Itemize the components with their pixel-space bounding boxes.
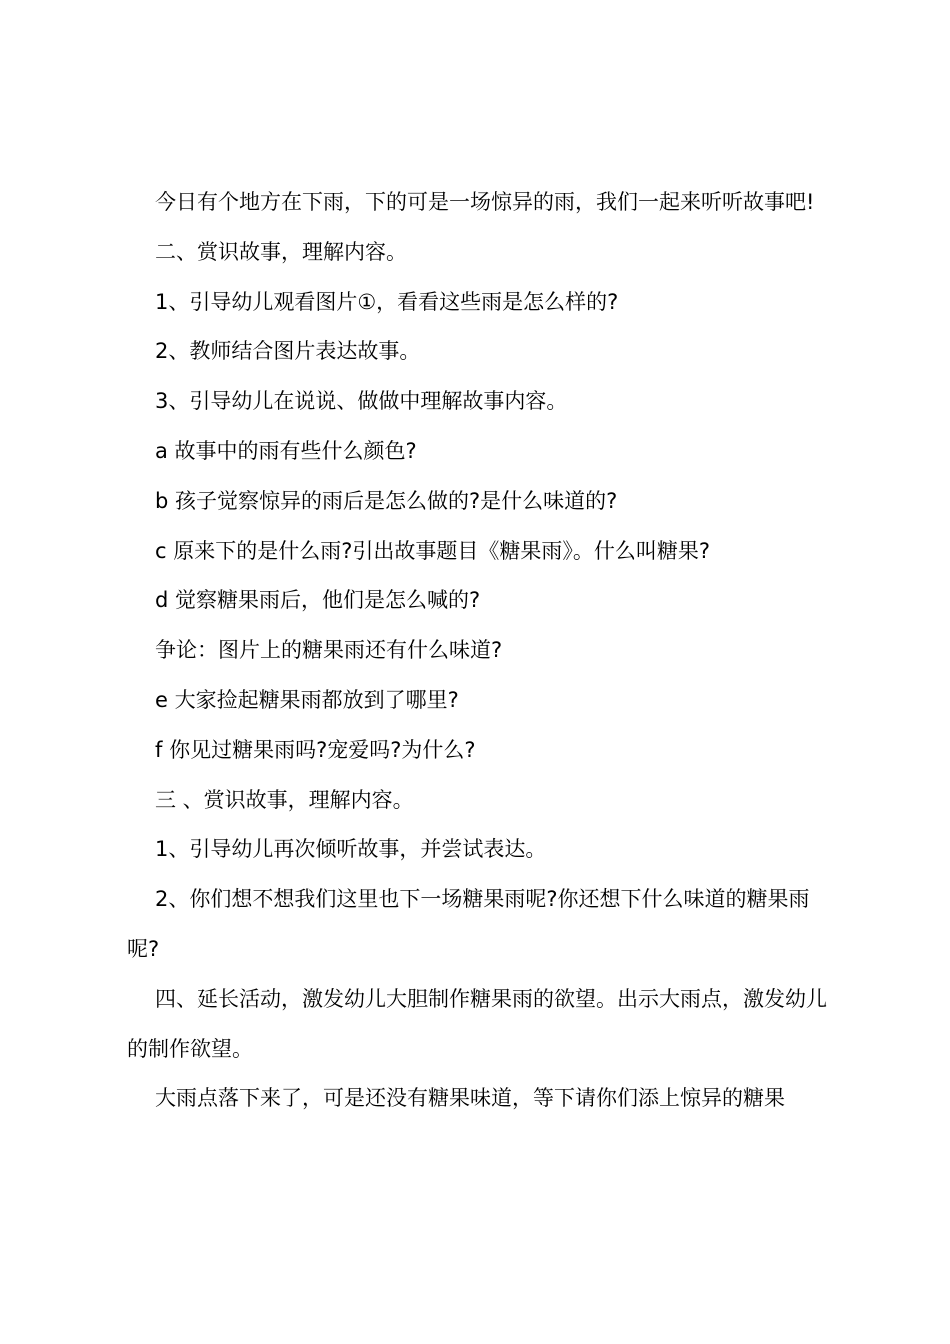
- question-item: e 大家捡起糖果雨都放到了哪里?: [155, 687, 459, 712]
- section-heading-4: 四、延长活动，激发幼儿大胆制作糖果雨的欲望。出示大雨点，激发幼儿的制作欲望。: [127, 986, 827, 1061]
- question-item: b 孩子觉察惊异的雨后是怎么做的?是什么味道的?: [155, 488, 618, 513]
- discussion-item: 争论：图片上的糖果雨还有什么味道?: [155, 638, 503, 663]
- list-item: 1、引导幼儿观看图片①，看看这些雨是怎么样的?: [155, 289, 619, 314]
- question-item: c 原来下的是什么雨?引出故事题目《糖果雨》。什么叫糖果?: [155, 538, 711, 563]
- section-heading-2: 二、赏识故事，理解内容。: [155, 239, 407, 264]
- section-heading-3: 三 、赏识故事，理解内容。: [155, 787, 414, 812]
- list-item: 3、引导幼儿在说说、做做中理解故事内容。: [155, 389, 568, 414]
- document-body: [127, 178, 833, 1124]
- list-item: 2、你们想不想我们这里也下一场糖果雨呢?你还想下什么味道的糖果雨呢?: [127, 887, 810, 961]
- question-item: a 故事中的雨有些什么颜色?: [155, 438, 417, 463]
- list-item: 2、教师结合图片表达故事。: [155, 339, 421, 364]
- list-item: 1、引导幼儿再次倾听故事，并尝试表达。: [155, 837, 547, 862]
- paragraph-closing: 大雨点落下来了，可是还没有糖果味道，等下请你们添上惊异的糖果: [155, 1086, 785, 1111]
- question-item: d 觉察糖果雨后，他们是怎么喊的?: [155, 588, 481, 613]
- question-item: f 你见过糖果雨吗?宠爱吗?为什么?: [155, 737, 476, 762]
- paragraph-intro: 今日有个地方在下雨，下的可是一场惊异的雨，我们一起来听听故事吧!: [155, 190, 815, 214]
